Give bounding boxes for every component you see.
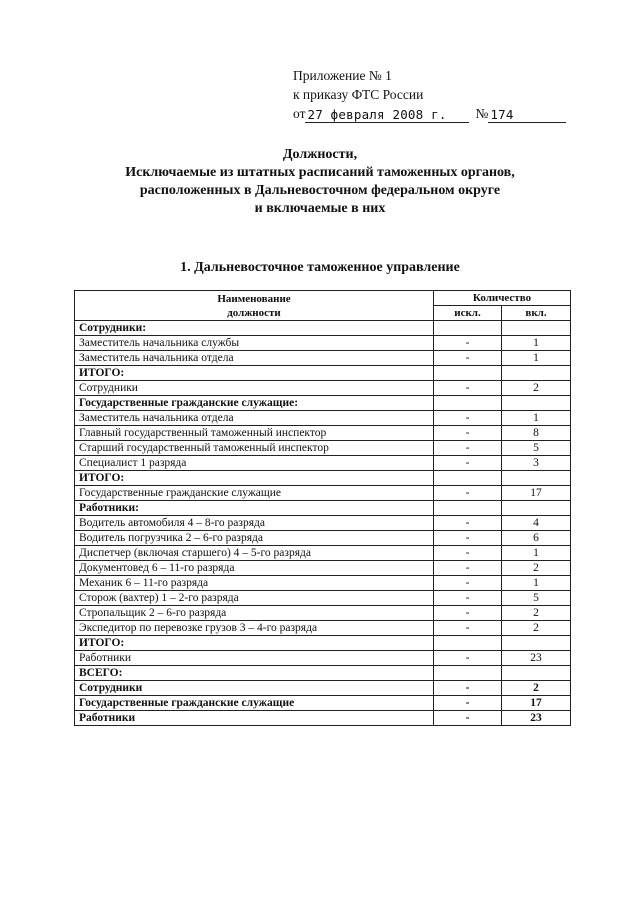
header-name-line-2: должности: [227, 307, 281, 319]
excluded-count-cell: -: [434, 561, 502, 576]
table-row: [75, 336, 571, 351]
table-body: [75, 321, 571, 726]
document-heading: [60, 146, 580, 218]
excluded-count-cell: [434, 471, 502, 486]
included-count-cell: 1: [502, 576, 571, 591]
header-name-line-1: Наименование: [217, 293, 291, 305]
table-row: [75, 546, 571, 561]
table-row: [75, 651, 571, 666]
excluded-count-cell: [434, 501, 502, 516]
position-name-cell: Диспетчер (включая старшего) 4 – 5-го разряда: [75, 546, 434, 561]
excluded-count-cell: -: [434, 486, 502, 501]
position-name-cell: Специалист 1 разряда: [75, 456, 434, 471]
table-row: [75, 321, 571, 336]
appendix-block: [293, 66, 566, 123]
table-row: [75, 486, 571, 501]
included-count-cell: 17: [502, 696, 571, 711]
appendix-title: Приложение № 1: [293, 68, 392, 83]
heading-line-4: и включаемые в них: [254, 201, 386, 216]
included-count-cell: 1: [502, 351, 571, 366]
excluded-count-cell: [434, 666, 502, 681]
header-position-name: [75, 291, 434, 321]
included-count-cell: 2: [502, 621, 571, 636]
position-name-cell: Государственные гражданские служащие: [75, 696, 434, 711]
table-row: [75, 396, 571, 411]
included-count-cell: [502, 636, 571, 651]
date-prefix: от: [293, 106, 306, 121]
excluded-count-cell: [434, 321, 502, 336]
header-excluded: искл.: [434, 306, 502, 321]
included-count-cell: 17: [502, 486, 571, 501]
table-row: [75, 456, 571, 471]
group-heading-cell: ВСЕГО:: [75, 666, 434, 681]
table-row: [75, 636, 571, 651]
table-row: [75, 516, 571, 531]
order-number: 174: [488, 107, 566, 123]
table-header-row: [75, 291, 571, 306]
included-count-cell: 2: [502, 681, 571, 696]
included-count-cell: [502, 321, 571, 336]
included-count-cell: 23: [502, 651, 571, 666]
included-count-cell: 23: [502, 711, 571, 726]
excluded-count-cell: -: [434, 591, 502, 606]
table-row: [75, 381, 571, 396]
appendix-order-ref: к приказу ФТС России: [293, 87, 424, 102]
included-count-cell: [502, 366, 571, 381]
table-row: [75, 501, 571, 516]
included-count-cell: 1: [502, 411, 571, 426]
excluded-count-cell: [434, 636, 502, 651]
included-count-cell: 3: [502, 456, 571, 471]
excluded-count-cell: -: [434, 411, 502, 426]
position-name-cell: Документовед 6 – 11-го разряда: [75, 561, 434, 576]
table-row: [75, 531, 571, 546]
heading-line-1: Должности,: [282, 147, 358, 162]
table-row: [75, 696, 571, 711]
excluded-count-cell: -: [434, 681, 502, 696]
position-name-cell: Механик 6 – 11-го разряда: [75, 576, 434, 591]
excluded-count-cell: -: [434, 381, 502, 396]
excluded-count-cell: -: [434, 531, 502, 546]
group-heading-cell: Работники:: [75, 501, 434, 516]
table-row: [75, 471, 571, 486]
table-row: [75, 411, 571, 426]
excluded-count-cell: -: [434, 711, 502, 726]
group-heading-cell: ИТОГО:: [75, 366, 434, 381]
heading-line-2: Исключаемые из штатных расписаний таможенных органов,: [125, 165, 515, 180]
table-row: [75, 681, 571, 696]
table-row: [75, 606, 571, 621]
excluded-count-cell: [434, 366, 502, 381]
excluded-count-cell: -: [434, 456, 502, 471]
excluded-count-cell: -: [434, 426, 502, 441]
heading-line-3: расположенных в Дальневосточном федеральном округе: [139, 183, 501, 198]
table-row: [75, 366, 571, 381]
position-name-cell: Заместитель начальника службы: [75, 336, 434, 351]
header-quantity: Количество: [434, 291, 571, 306]
excluded-count-cell: -: [434, 546, 502, 561]
included-count-cell: [502, 471, 571, 486]
included-count-cell: 6: [502, 531, 571, 546]
included-count-cell: 5: [502, 441, 571, 456]
included-count-cell: 2: [502, 381, 571, 396]
included-count-cell: 2: [502, 606, 571, 621]
excluded-count-cell: -: [434, 351, 502, 366]
header-included: вкл.: [502, 306, 571, 321]
excluded-count-cell: -: [434, 576, 502, 591]
included-count-cell: 8: [502, 426, 571, 441]
included-count-cell: 2: [502, 561, 571, 576]
excluded-count-cell: -: [434, 441, 502, 456]
table-row: [75, 426, 571, 441]
excluded-count-cell: -: [434, 651, 502, 666]
excluded-count-cell: -: [434, 621, 502, 636]
table-row: [75, 351, 571, 366]
position-name-cell: Сотрудники: [75, 681, 434, 696]
number-sign: №: [475, 106, 489, 121]
excluded-count-cell: -: [434, 516, 502, 531]
included-count-cell: [502, 501, 571, 516]
table-row: [75, 666, 571, 681]
order-date: 27 февраля 2008 г.: [305, 107, 469, 123]
position-name-cell: Старший государственный таможенный инспектор: [75, 441, 434, 456]
position-name-cell: Заместитель начальника отдела: [75, 351, 434, 366]
position-name-cell: Работники: [75, 651, 434, 666]
section-title: 1. Дальневосточное таможенное управление: [180, 260, 460, 275]
position-name-cell: Государственные гражданские служащие: [75, 486, 434, 501]
position-name-cell: Экспедитор по перевозке грузов 3 – 4-го разряда: [75, 621, 434, 636]
excluded-count-cell: -: [434, 696, 502, 711]
included-count-cell: 4: [502, 516, 571, 531]
group-heading-cell: Сотрудники:: [75, 321, 434, 336]
position-name-cell: Стропальщик 2 – 6-го разряда: [75, 606, 434, 621]
included-count-cell: 1: [502, 546, 571, 561]
positions-table: [74, 290, 571, 726]
included-count-cell: 5: [502, 591, 571, 606]
position-name-cell: Водитель погрузчика 2 – 6-го разряда: [75, 531, 434, 546]
appendix-date-line: [293, 104, 566, 123]
group-heading-cell: Государственные гражданские служащие:: [75, 396, 434, 411]
included-count-cell: 1: [502, 336, 571, 351]
excluded-count-cell: -: [434, 606, 502, 621]
position-name-cell: Сотрудники: [75, 381, 434, 396]
position-name-cell: Сторож (вахтер) 1 – 2-го разряда: [75, 591, 434, 606]
position-name-cell: Главный государственный таможенный инспектор: [75, 426, 434, 441]
included-count-cell: [502, 396, 571, 411]
group-heading-cell: ИТОГО:: [75, 636, 434, 651]
excluded-count-cell: [434, 396, 502, 411]
table-row: [75, 441, 571, 456]
position-name-cell: Заместитель начальника отдела: [75, 411, 434, 426]
included-count-cell: [502, 666, 571, 681]
excluded-count-cell: -: [434, 336, 502, 351]
group-heading-cell: ИТОГО:: [75, 471, 434, 486]
position-name-cell: Водитель автомобиля 4 – 8-го разряда: [75, 516, 434, 531]
table-row: [75, 561, 571, 576]
table-row: [75, 711, 571, 726]
table-row: [75, 576, 571, 591]
position-name-cell: Работники: [75, 711, 434, 726]
table-row: [75, 591, 571, 606]
table-row: [75, 621, 571, 636]
